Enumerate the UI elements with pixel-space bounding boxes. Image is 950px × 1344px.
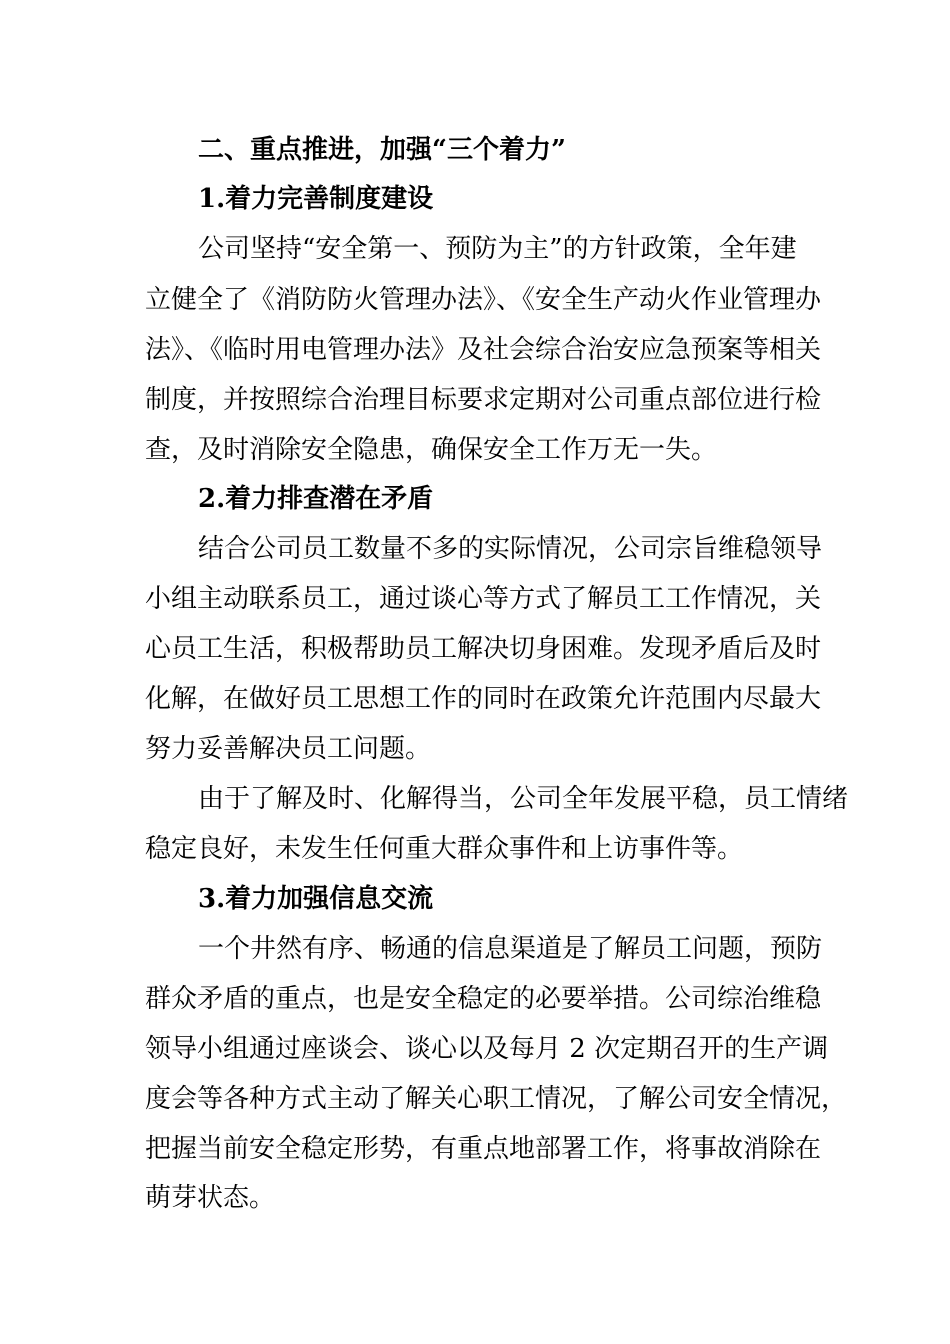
paragraph-line: 群众矛盾的重点，也是安全稳定的必要举措。公司综治维稳 xyxy=(145,984,822,1014)
paragraph-line: 稳定良好，未发生任何重大群众事件和上访事件等。 xyxy=(145,834,744,864)
paragraph-line: 化解，在做好员工思想工作的同时在政策允许范围内尽最大 xyxy=(145,684,822,714)
paragraph-line: 把握当前安全稳定形势，有重点地部署工作，将事故消除在 xyxy=(145,1134,822,1164)
paragraph-line: 查，及时消除安全隐患，确保安全工作万无一失。 xyxy=(145,435,718,465)
section-heading: 二、重点推进，加强“三个着力” xyxy=(198,135,566,165)
paragraph-line: 由于了解及时、化解得当，公司全年发展平稳，员工情绪 xyxy=(198,784,849,814)
paragraph-line: 法》、《临时用电管理办法》及社会综合治安应急预案等相关 xyxy=(145,335,822,365)
paragraph-line: 一个井然有序、畅通的信息渠道是了解员工问题，预防 xyxy=(198,934,823,964)
paragraph-line: 努力妥善解决员工问题。 xyxy=(145,734,432,764)
paragraph-line: 领导小组通过座谈会、谈心以及每月 2 次定期召开的生产调 xyxy=(145,1034,829,1064)
subsection-heading-2: 2.着力排查潜在矛盾 xyxy=(198,484,434,514)
subsection-heading-1: 1.着力完善制度建设 xyxy=(198,184,434,214)
subsection-heading-3: 3.着力加强信息交流 xyxy=(198,884,434,914)
paragraph-line: 制度，并按照综合治理目标要求定期对公司重点部位进行检 xyxy=(145,385,822,415)
paragraph-line: 小组主动联系员工，通过谈心等方式了解员工工作情况，关 xyxy=(145,584,822,614)
paragraph-line: 结合公司员工数量不多的实际情况，公司宗旨维稳领导 xyxy=(198,534,823,564)
paragraph-line: 公司坚持“安全第一、预防为主”的方针政策，全年建 xyxy=(198,234,797,264)
paragraph-line: 度会等各种方式主动了解关心职工情况，了解公司安全情况， xyxy=(145,1084,848,1114)
paragraph-line: 萌芽状态。 xyxy=(145,1183,276,1213)
paragraph-line: 心员工生活，积极帮助员工解决切身困难。发现矛盾后及时 xyxy=(145,634,822,664)
paragraph-line: 立健全了《消防防火管理办法》、《安全生产动火作业管理办 xyxy=(145,285,822,315)
